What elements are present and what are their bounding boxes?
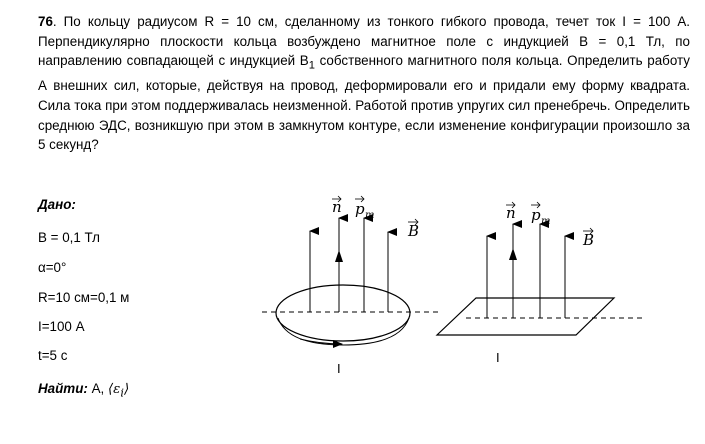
- ring-label-current: I: [337, 361, 341, 376]
- find-emf: $⟨\varepsilon_i⟩$: [107, 382, 130, 400]
- given-line-5: t=5 с: [38, 348, 68, 363]
- problem-text-part1: . По кольцу радиусом R = 10 см, сделанному из тонкого гибкого провода, течет ток I = 100 А. Перпендикулярно плоскости кольца возбуждено магнитное поле с индукцией B = 0,1 Тл, по направлению совпадающей с индукцией B: [38, 14, 690, 69]
- find-value: А,: [87, 381, 108, 396]
- square-outline: [437, 298, 614, 335]
- square-pm-arrowhead: [509, 248, 517, 260]
- square-label-current: I: [496, 350, 500, 365]
- problem-text-part2: собственного магнитного поля кольца. Определить работу А внешних сил, которые, действуя на провод, деформировали его и придали ему форму квадрата. Сила тока при этом поддерживалась неизменной. Работой против упругих сил пренебречь. Определить среднюю ЭДС, возникшую при этом в замкнутом контуре, если изменение конфигурации произошло за 5 секунд?: [38, 53, 690, 153]
- given-heading: Дано:: [38, 197, 76, 212]
- problem-text-subscript: 1: [308, 59, 315, 72]
- given-line-4: I=100 А: [38, 319, 85, 334]
- square-label-pm: p: [531, 206, 541, 224]
- ring-label-pm-sub: m: [365, 210, 375, 221]
- ring-ellipse: [276, 285, 410, 341]
- find-label: Найти:: [38, 381, 88, 396]
- square-label-B: B: [583, 231, 595, 249]
- square-figure: [437, 202, 642, 365]
- given-line-3: R=10 см=0,1 м: [38, 290, 130, 305]
- square-label-pm-sub: m: [541, 216, 551, 227]
- ring-label-pm: p: [355, 200, 365, 218]
- problem-number: 76: [38, 14, 53, 29]
- ring-figure: [262, 196, 438, 376]
- given-line-1: B = 0,1 Тл: [38, 230, 100, 245]
- ring-pm-arrowhead: [335, 250, 343, 262]
- ring-label-n: n: [332, 198, 342, 216]
- square-label-n: n: [506, 204, 516, 222]
- given-line-2: α=0°: [38, 260, 67, 275]
- ring-label-B: B: [408, 222, 420, 240]
